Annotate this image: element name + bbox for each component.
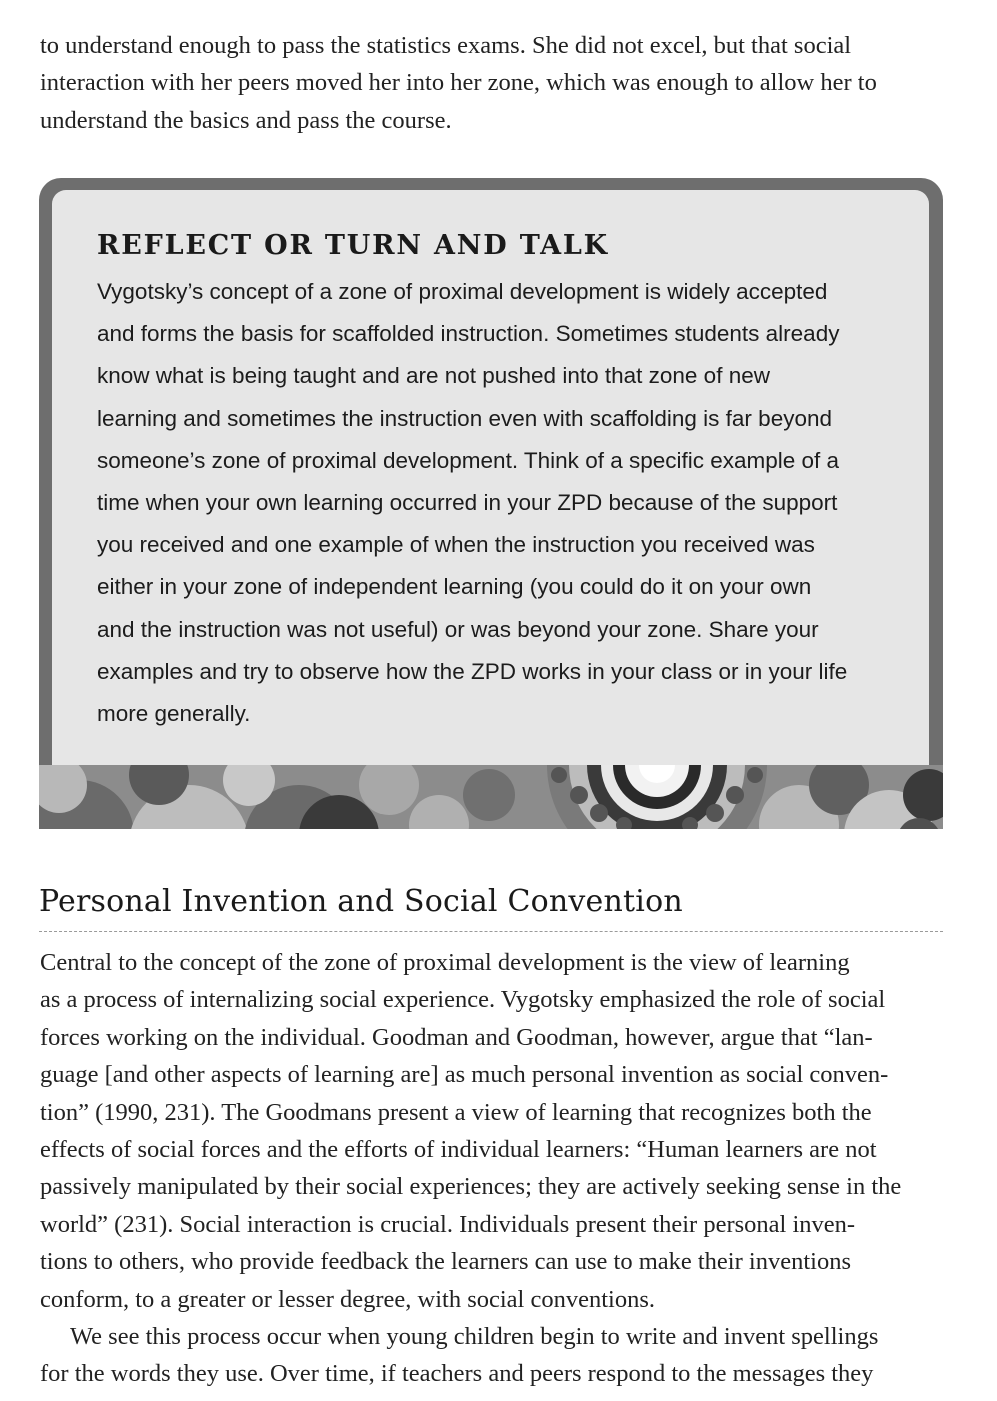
text-line: for the words they use. Over time, if teachers and peers respond to the messages they — [40, 1360, 874, 1388]
callout-line: time when your own learning occurred in your ZPD because of the support — [97, 489, 838, 515]
section-body — [40, 944, 950, 1393]
callout-line: learning and sometimes the instruction even with scaffolding is far beyond — [97, 405, 832, 431]
text-line: effects of social forces and the efforts of individual learners: “Human learners are not — [40, 1135, 877, 1163]
text-line: conform, to a greater or lesser degree, with social conventions. — [40, 1285, 656, 1313]
text-line: We see this process occur when young children begin to write and invent spellings — [70, 1322, 879, 1350]
callout-title: REFLECT OR TURN AND TALK — [97, 230, 609, 261]
text-line: Central to the concept of the zone of proximal development is the view of learning — [40, 949, 850, 976]
callout-body — [97, 271, 847, 735]
callout-line: and the instruction was not useful) or was beyond your zone. Share your — [97, 616, 819, 642]
mandala-pattern-icon — [39, 765, 943, 829]
callout-line: you received and one example of when the instruction you received was — [97, 532, 815, 558]
section-heading: Personal Invention and Social Convention — [39, 884, 683, 919]
decorative-mandala-band — [39, 765, 943, 829]
text-line: forces working on the individual. Goodman and Goodman, however, argue that “lan- — [40, 1023, 873, 1051]
text-line: interaction with her peers moved her into her zone, which was enough to allow her to — [40, 69, 877, 97]
top-paragraph — [40, 27, 950, 139]
text-line: tion” (1990, 231). The Goodmans present a view of learning that recognizes both the — [40, 1098, 872, 1126]
callout-line: either in your zone of independent learning (you could do it on your own — [97, 574, 812, 600]
callout-line: Vygotsky’s concept of a zone of proximal development is widely accepted — [97, 279, 828, 304]
reflect-callout-box — [39, 178, 943, 829]
callout-line: more generally. — [97, 700, 251, 726]
heading-divider — [39, 931, 943, 932]
text-line: passively manipulated by their social experiences; they are actively seeking sense in the — [40, 1173, 902, 1201]
callout-line: examples and try to observe how the ZPD works in your class or in your life — [97, 658, 848, 684]
callout-line: someone’s zone of proximal development. Think of a specific example of a — [97, 447, 840, 473]
text-line: tions to others, who provide feedback the learners can use to make their inventions — [40, 1248, 851, 1276]
text-line: world” (231). Social interaction is crucial. Individuals present their personal inven- — [40, 1210, 856, 1238]
callout-line: and forms the basis for scaffolded instruction. Sometimes students already — [97, 321, 840, 347]
text-line: to understand enough to pass the statistics exams. She did not excel, but that social — [40, 32, 852, 59]
callout-line: know what is being taught and are not pushed into that zone of new — [97, 363, 770, 389]
text-line: as a process of internalizing social experience. Vygotsky emphasized the role of social — [40, 986, 886, 1014]
text-line: understand the basics and pass the course. — [40, 106, 452, 134]
text-line: guage [and other aspects of learning are] as much personal invention as social conven- — [40, 1061, 889, 1089]
